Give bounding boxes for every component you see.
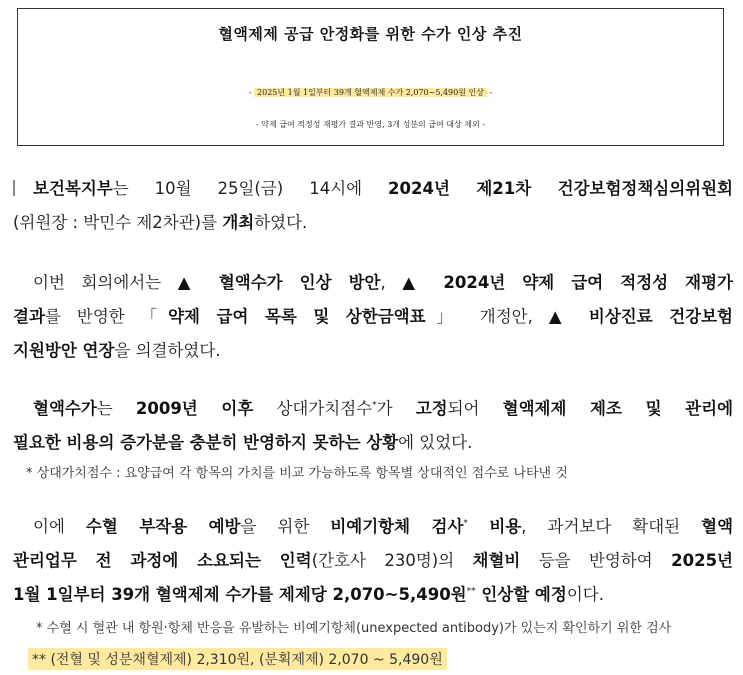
subtitle-1-dash-right: - — [489, 88, 493, 97]
text-span: 하였다. — [254, 213, 308, 232]
footnote-antibody-test: * 수혈 시 혈관 내 항원·항체 반응을 유발하는 비예기항체(unexpected antibody)가 있는지 확인하기 위한 검사 — [36, 621, 672, 636]
text-span: 등을 반영하여 — [520, 551, 672, 570]
subtitle-1-highlight: 2025년 1월 1일부터 39개 혈액제제 수가 2,070~5,490원 인상 — [254, 88, 487, 97]
text-span: , 과거보다 확대된 — [521, 517, 702, 536]
subtitle-1 — [18, 87, 723, 98]
footnote-relative-value: * 상대가치점수 : 요양급여 각 항목의 가치를 비교 가능하도록 항목별 상대적인 점수로 나타낸 것 — [26, 466, 568, 481]
text-span: (간호사 230명)의 — [311, 551, 473, 570]
text-span: , — [380, 273, 403, 292]
bold-span: 비예기항체 검사 — [330, 517, 464, 536]
paragraph-agenda — [13, 266, 733, 368]
bold-span: ▲ 비상진료 건강보험 — [548, 307, 733, 326]
footnote-mark: ** — [466, 586, 476, 597]
text-span: 되어 — [447, 399, 503, 418]
text-span: 을 위한 — [240, 517, 331, 536]
footnote-mark: * — [463, 518, 468, 529]
text-span: 이다. — [566, 585, 604, 604]
text-span: 이번 회의에서는 — [33, 273, 178, 292]
paragraph-line — [13, 544, 733, 578]
bold-span: 결과 — [13, 307, 45, 326]
bold-span: ▲ 혈액수가 인상 방안 — [177, 273, 381, 292]
paragraph-line — [13, 206, 733, 240]
paragraph-fee-increase — [13, 510, 733, 612]
bold-span: 채혈비 — [472, 551, 521, 570]
bold-span: 지원방안 연장 — [13, 341, 115, 360]
paragraph-line — [13, 578, 733, 612]
footnote-mark: * — [372, 400, 377, 411]
meeting-name: 2024년 제21차 건강보험정책심의위원회 — [388, 179, 733, 198]
bold-span: 고정 — [415, 399, 448, 418]
bold-span: ▲ 2024년 약제 급여 적정성 재평가 — [402, 273, 733, 292]
paragraph-line — [13, 300, 733, 334]
paragraph-line — [13, 334, 733, 368]
paragraph-line — [13, 392, 733, 426]
bold-span: 혈액 — [701, 517, 734, 536]
text-span: 에 있었다. — [398, 433, 473, 452]
text-span: 가 — [376, 399, 416, 418]
bold-span: 인상할 예정 — [475, 585, 567, 604]
bold-span: 개최 — [222, 213, 255, 232]
text-span: 는 10월 25일(금) 14시에 — [112, 179, 389, 198]
paragraph-blood-fee — [13, 392, 733, 460]
bold-span: 약제 급여 목록 및 상한금액표 — [168, 307, 426, 326]
text-span: 를 반영한 「 — [44, 307, 169, 326]
text-span: 을 의결하였다. — [114, 341, 221, 360]
title-box — [17, 8, 724, 146]
bold-span: 수혈 부작용 예방 — [85, 517, 241, 536]
bold-span: 관리업무 전 과정에 소요되는 인력 — [13, 551, 312, 570]
subtitle-1-dash-left: - — [248, 88, 252, 97]
bold-span: 2009년 이후 — [135, 399, 254, 418]
bold-span: 1월 1일부터 39개 혈액제제 수가를 제제당 2,070~5,490원 — [13, 585, 467, 604]
paragraph-line — [13, 426, 733, 460]
footnote-fee-range: ** (전혈 및 성분채혈제제) 2,310원, (분획제제) 2,070 ~ 5,490원 — [28, 648, 447, 670]
paragraph-line — [13, 510, 733, 544]
subtitle-2: - 약제 급여 적정성 재평가 결과 반영, 3개 성분의 급여 대상 제외 - — [255, 120, 486, 129]
text-span: (위원장 : 박민수 제2차관)를 — [13, 213, 223, 232]
paragraph-meeting — [13, 172, 733, 240]
text-span: 상대가치점수 — [253, 399, 373, 418]
bold-span: 필요한 비용의 증가분을 충분히 반영하지 못하는 상황 — [13, 433, 399, 452]
text-span: 는 — [96, 399, 136, 418]
paragraph-line — [13, 172, 733, 206]
text-span: 이에 — [33, 517, 86, 536]
bold-span: 2025년 — [671, 551, 733, 570]
page-title: 혈액제제 공급 안정화를 위한 수가 인상 추진 — [218, 25, 523, 43]
org-name: 보건복지부 — [33, 179, 113, 198]
bold-span: 비용 — [467, 517, 522, 536]
paragraph-line — [13, 266, 733, 300]
bold-span: 혈액수가 — [33, 399, 97, 418]
bold-span: 혈액제제 제조 및 관리에 — [502, 399, 734, 418]
text-span: 」 개정안, — [425, 307, 549, 326]
